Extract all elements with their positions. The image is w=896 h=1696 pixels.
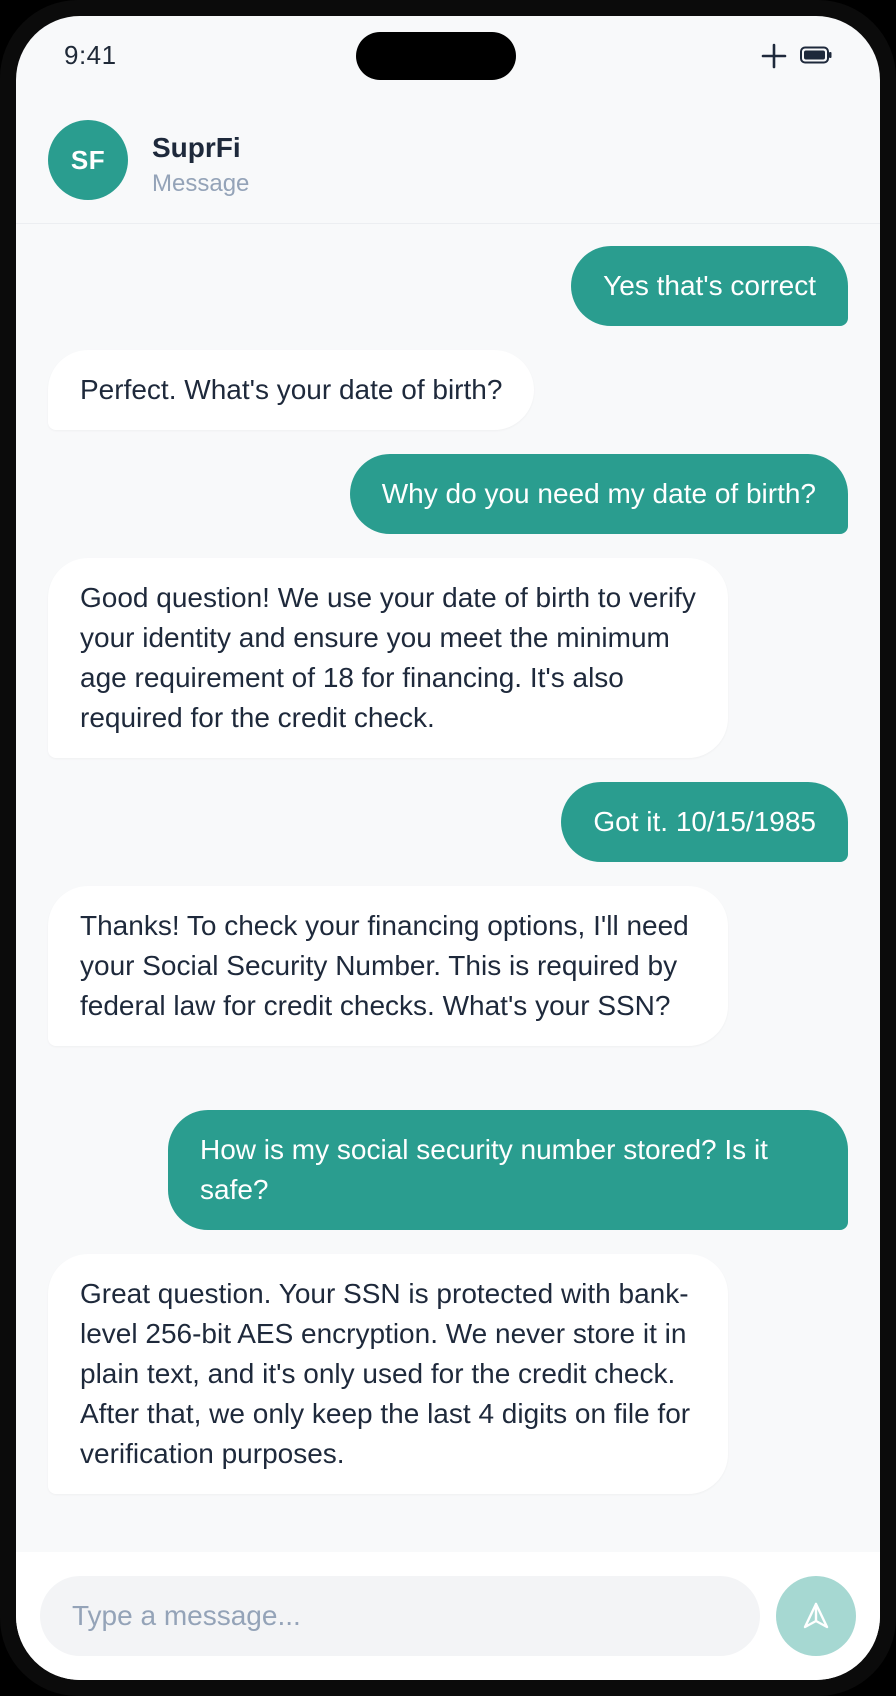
message-bubble-user: How is my social security number stored? Is it safe? [168, 1110, 848, 1230]
composer-bar [16, 1552, 880, 1680]
message-bubble-bot: Perfect. What's your date of birth? [48, 350, 534, 430]
message-bubble-user: Got it. 10/15/1985 [561, 782, 848, 862]
dynamic-island [356, 32, 516, 80]
status-time: 9:41 [64, 40, 117, 70]
chat-header [16, 96, 880, 224]
plus-icon[interactable] [760, 42, 788, 70]
message-input[interactable] [40, 1576, 760, 1656]
message-bubble-user: Yes that's correct [571, 246, 848, 326]
message-bubble-user: Why do you need my date of birth? [350, 454, 848, 534]
contact-subtitle: Message [152, 170, 250, 197]
message-bubble-bot: Thanks! To check your financing options, I'll need your Social Security Number. This is required by federal law for credit checks. What's your SSN? [48, 886, 728, 1046]
message-bubble-bot: Good question! We use your date of birth to verify your identity and ensure you meet the minimum age requirement of 18 for financing. It's also required for the credit check. [48, 558, 728, 758]
contact-name: SuprFi [152, 132, 241, 163]
screen [16, 16, 880, 1680]
send-icon [801, 1601, 831, 1631]
message-bubble-bot: Great question. Your SSN is protected with bank-level 256-bit AES encryption. We never store it in plain text, and it's only used for the credit check. After that, we only keep the last 4 digits on file for verification purposes. [48, 1254, 728, 1494]
send-button[interactable] [776, 1576, 856, 1656]
battery-icon [800, 46, 832, 64]
avatar[interactable]: SF [48, 120, 128, 200]
